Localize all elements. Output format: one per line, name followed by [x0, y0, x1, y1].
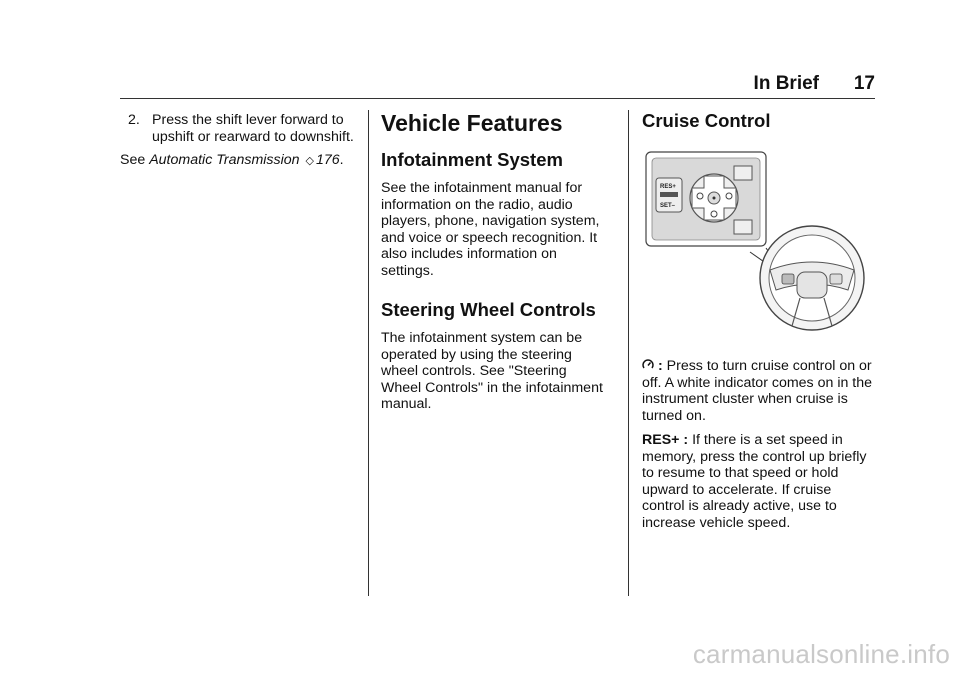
list-item	[120, 112, 360, 145]
page-number: 17	[853, 73, 875, 94]
page-header	[120, 70, 875, 99]
list-item	[642, 432, 877, 531]
cruise-control-icon	[642, 358, 658, 374]
step-number: 2.	[128, 112, 140, 128]
definition-text: Press to turn cruise control on or off. A white indicator comes on in the instrument cluster when cruise is turned on.	[642, 358, 873, 424]
cross-reference: See Automatic Transmission ◇ 176.	[120, 152, 344, 168]
section-title: In Brief	[753, 73, 819, 94]
cruise-heading: Cruise Control	[642, 110, 771, 131]
column-divider	[368, 110, 369, 596]
column-3	[642, 110, 877, 531]
page-ref-icon: ◇	[305, 155, 314, 167]
cruise-definitions	[642, 358, 877, 531]
steering-wheel-illustration	[642, 150, 874, 336]
section-heading: Vehicle Features	[381, 110, 563, 136]
step-text: Press the shift lever forward to upshift or rearward to downshift.	[152, 112, 354, 145]
set-label: SET–	[660, 203, 676, 209]
definition-term: :	[657, 358, 663, 374]
list-item	[642, 358, 877, 424]
column-divider	[628, 110, 629, 596]
see-prefix: See	[120, 152, 146, 168]
xref-page[interactable]: 176	[315, 152, 340, 168]
steering-text: The infotainment system can be operated by using the steering wheel controls. See "Steering Wheel Controls" in the infotainment manual.	[381, 330, 603, 412]
column-1	[120, 110, 360, 170]
definition-term: RES+ :	[642, 432, 689, 448]
res-label: RES+	[660, 184, 676, 190]
infotainment-text: See the infotainment manual for information on the radio, audio players, phone, navigation system, and voice or speech recognition. It also includes information on settings.	[381, 180, 600, 279]
watermark: carmanualsonline.info	[692, 639, 950, 669]
definition-text: If there is a set speed in memory, press the control up briefly to resume to that speed or hold upward to accelerate. If cruise control is already active, use to increase vehicle speed.	[642, 432, 867, 531]
column-2	[381, 110, 609, 413]
steering-heading: Steering Wheel Controls	[381, 299, 596, 320]
steering-wheel-figure	[642, 150, 874, 336]
xref-link[interactable]: Automatic Transmission	[149, 152, 300, 168]
infotainment-heading: Infotainment System	[381, 149, 563, 170]
